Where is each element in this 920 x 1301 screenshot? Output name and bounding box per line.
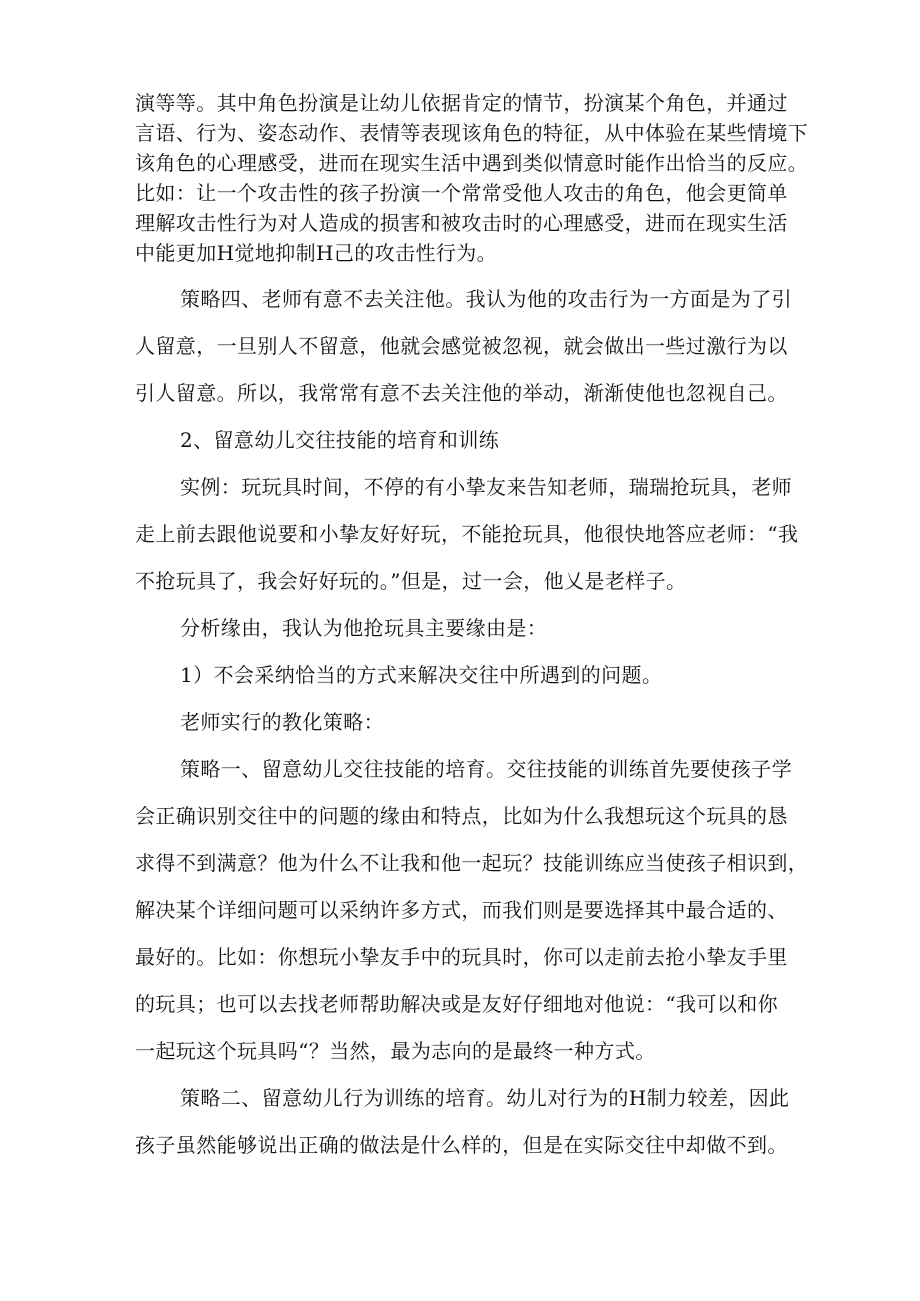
text-line: 演等等。其中角色扮演是让幼儿依据肯定的情节，扮演某个角色，并通过 (135, 91, 788, 115)
text-line: 策略二、留意幼儿行为训练的培育。幼儿对行为的H制力较差，因此 (180, 1086, 790, 1110)
text-line: 求得不到满意？他为什么不让我和他一起玩？技能训练应当使孩子相识到， (135, 851, 809, 875)
text-line: 实例：玩玩具时间，不停的有小挚友来告知老师，瑞瑞抢玩具，老师 (180, 475, 792, 499)
text-line: 最好的。比如：你想玩小挚友手中的玩具时，你可以走前去抢小挚友手里 (135, 945, 788, 969)
text-line: 不抢玩具了，我会好好玩的。”但是，过一会，他乂是老样子。 (135, 569, 687, 593)
text-line: 比如：让一个攻击性的孩子扮演一个常常受他人攻击的角色，他会更简单 (135, 181, 788, 205)
text-line: 策略一、留意幼儿交往技能的培育。交往技能的训练首先要使孩子学 (180, 757, 792, 781)
text-line: 一起玩这个玩具吗“？当然，最为志向的是最终一种方式。 (135, 1039, 656, 1063)
text-line: 走上前去跟他说要和小挚友好好玩，不能抢玩具，他很快地答应老师：“我 (135, 522, 799, 546)
text-line: 引人留意。所以，我常常有意不去关注他的举动，渐渐使他也忽视自己。 (135, 381, 788, 405)
text-line: 言语、行为、姿态动作、表情等表现该角色的特征，从中体验在某些情境下 (135, 121, 809, 145)
text-line: 解决某个详细问题可以采纳许多方式，而我们则是要选择其中最合适的、 (135, 898, 788, 922)
text-line: 分析缘由，我认为他抢玩具主要缘由是： (180, 616, 548, 640)
text-line: 会正确识别交往中的问题的缘由和特点，比如为什么我想玩这个玩具的恳 (135, 804, 788, 828)
section-heading: 2、留意幼儿交往技能的培育和训练 (180, 428, 500, 452)
text-line: 老师实行的教化策略： (180, 710, 384, 734)
text-line: 孩子虽然能够说出正确的做法是什么样的，但是在实际交往中却做不到。 (135, 1133, 788, 1157)
text-line: 策略四、老师有意不去关注他。我认为他的攻击行为一方面是为了引 (180, 287, 792, 311)
text-line: 该角色的心理感受，进而在现实生活中遇到类似情意时能作出恰当的反应。 (135, 151, 809, 175)
text-line: 理解攻击性行为对人造成的损害和被攻击时的心理感受，进而在现实生活 (135, 211, 788, 235)
text-line: 的玩具；也可以去找老师帮助解决或是友好仔细地对他说：“我可以和你 (135, 992, 779, 1016)
text-line: 人留意，一旦别人不留意，他就会感觉被忽视，就会做出一些过激行为以 (135, 334, 788, 358)
list-item: 1）不会采纳恰当的方式来解决交往中所遇到的问题。 (180, 663, 663, 687)
text-line: 中能更加H觉地抑制H己的攻击性行为。 (135, 241, 498, 265)
